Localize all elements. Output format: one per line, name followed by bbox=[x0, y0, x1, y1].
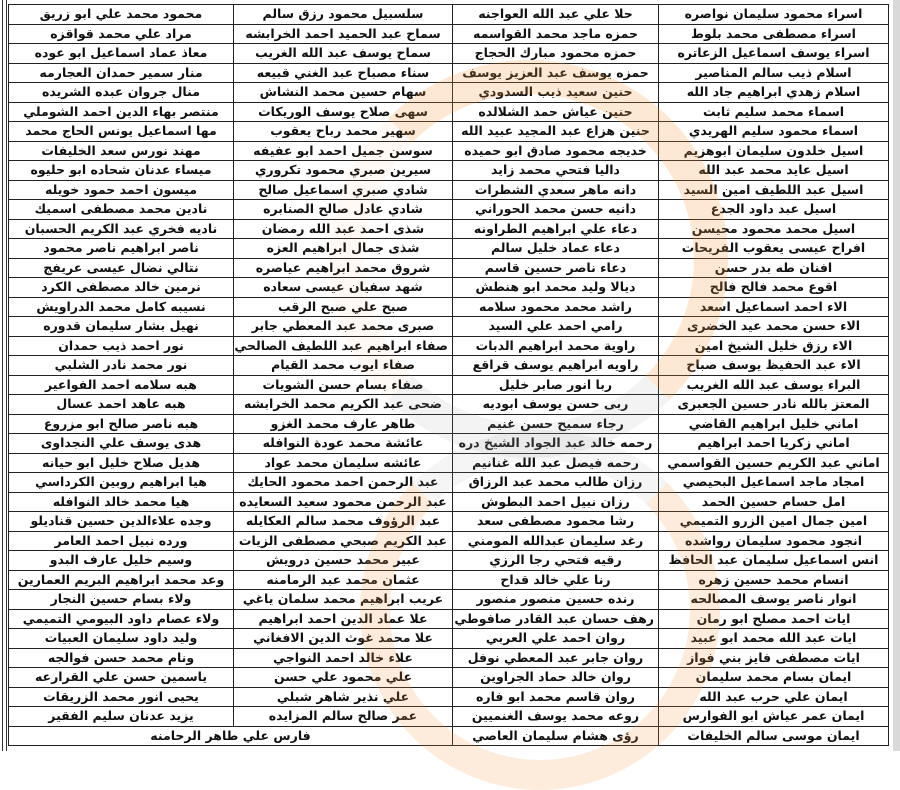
name-cell: ضحى عبد الكريم محمد الخرابشه bbox=[234, 395, 453, 415]
name-cell: حمزه ماجد محمد القواسمه bbox=[453, 24, 659, 44]
name-cell: اسراء مصطفى محمد بلوط bbox=[659, 24, 889, 44]
name-cell: صبرى محمد عبد المعطي جابر bbox=[234, 317, 453, 337]
name-cell: روان احمد علي العربي bbox=[453, 629, 659, 649]
table-row bbox=[9, 219, 889, 239]
name-cell: صفاء بسام حسن الشويات bbox=[234, 375, 453, 395]
name-cell: راوية محمد ابراهيم الدبات bbox=[453, 336, 659, 356]
name-cell: ديالا وليد محمد ابو هنطش bbox=[453, 278, 659, 298]
name-cell: ايات احمد مصلح ابو رمان bbox=[659, 609, 889, 629]
name-cell: عائشه سليمان محمد عواد bbox=[234, 453, 453, 473]
name-cell: عثمان محمد عبد الرمامنه bbox=[234, 570, 453, 590]
name-cell: علا محمد غوث الدين الافغاني bbox=[234, 629, 453, 649]
name-cell: ربا انور صابر خليل bbox=[453, 375, 659, 395]
table-row bbox=[9, 512, 889, 532]
names-table-body bbox=[9, 5, 889, 746]
name-cell: رامي احمد علي السيد bbox=[453, 317, 659, 337]
name-cell: راويه ابراهيم يوسف قراقع bbox=[453, 356, 659, 376]
name-cell: رحمه فيصل عبد الله غنانيم bbox=[453, 453, 659, 473]
name-cell: صبح علي صبح الرقب bbox=[234, 297, 453, 317]
name-cell: شذى جمال ابراهيم العزه bbox=[234, 239, 453, 259]
table-row bbox=[9, 141, 889, 161]
name-cell: رؤى هشام سليمان العاصي bbox=[453, 726, 659, 746]
name-cell: رقيه فتحي رجا الرزي bbox=[453, 551, 659, 571]
name-cell: شادي عادل صالح الصنابره bbox=[234, 200, 453, 220]
name-cell: دعاء ناصر حسين قاسم bbox=[453, 258, 659, 278]
name-cell: خديجه محمود صادق ابو حميده bbox=[453, 141, 659, 161]
name-cell: امل حسام حسين الحمد bbox=[659, 492, 889, 512]
table-row bbox=[9, 726, 889, 746]
name-cell: دعاء عماد خليل سالم bbox=[453, 239, 659, 259]
table-row bbox=[9, 83, 889, 103]
name-cell: رجاء سميح حسن غنيم bbox=[453, 414, 659, 434]
name-cell: وجده علاءالدين حسين قناديلو bbox=[9, 512, 234, 532]
table-row bbox=[9, 668, 889, 688]
name-cell: حنين هزاع عبد المجيد عبيد الله bbox=[453, 122, 659, 142]
page-edge-right bbox=[893, 0, 900, 751]
table-row bbox=[9, 258, 889, 278]
name-cell: سهام حسين محمد النشاش bbox=[234, 83, 453, 103]
table-row bbox=[9, 200, 889, 220]
name-cell: الاء احمد اسماعيل اسعد bbox=[659, 297, 889, 317]
name-cell: انجود محمود سليمان رواشده bbox=[659, 531, 889, 551]
name-cell: وعد محمد ابراهيم البريم العمارين bbox=[9, 570, 234, 590]
name-cell: منار سمير حمدان العجارمه bbox=[9, 63, 234, 83]
name-cell: شادي صبري اسماعيل صالح bbox=[234, 180, 453, 200]
table-row bbox=[9, 122, 889, 142]
name-cell: رنده حسين منصور منصور bbox=[453, 590, 659, 610]
page-edge-left bbox=[2, 0, 7, 751]
table-row bbox=[9, 414, 889, 434]
name-cell: روان خالد حماد الجراوين bbox=[453, 668, 659, 688]
name-cell: منتصر بهاء الدين احمد الشوملي bbox=[9, 102, 234, 122]
name-cell: وسيم خليل عارف البدو bbox=[9, 551, 234, 571]
name-cell: انوار ناصر يوسف المصالحه bbox=[659, 590, 889, 610]
table-row bbox=[9, 102, 889, 122]
table-row bbox=[9, 590, 889, 610]
name-cell: نهيل بشار سليمان قدوره bbox=[9, 317, 234, 337]
name-cell: سماح يوسف عبد الله الغريب bbox=[234, 44, 453, 64]
name-cell: حمزه يوسف عبد العزيز يوسف bbox=[453, 63, 659, 83]
name-cell: حنين سعيد ذيب السدودي bbox=[453, 83, 659, 103]
name-cell: هديل صلاح خليل ابو حيانه bbox=[9, 453, 234, 473]
name-cell: دعاء علي ابراهيم الطراونه bbox=[453, 219, 659, 239]
table-row bbox=[9, 609, 889, 629]
name-cell: علا عماد الدين احمد ابراهيم bbox=[234, 609, 453, 629]
name-cell: انس اسماعيل سليمان عبد الحافظ bbox=[659, 551, 889, 571]
name-cell: افنان طه بدر حسن bbox=[659, 258, 889, 278]
name-cell: نسيبه كامل محمد الدراويش bbox=[9, 297, 234, 317]
name-cell: نور محمد نادر الشلبي bbox=[9, 356, 234, 376]
name-cell: شهد سفيان عيسى سعاده bbox=[234, 278, 453, 298]
name-cell: ايمان عمر عياش ابو الفوارس bbox=[659, 707, 889, 727]
name-cell: اسيل عبد داود الجدع bbox=[659, 200, 889, 220]
name-cell: علي نذير شاهر شبلي bbox=[234, 687, 453, 707]
name-cell: المعتز بالله نادر حسين الجعبرى bbox=[659, 395, 889, 415]
name-cell: اقوع محمد فالح فالح bbox=[659, 278, 889, 298]
name-cell: روان قاسم محمد ابو فاره bbox=[453, 687, 659, 707]
name-cell: اماني خليل ابراهيم القاضي bbox=[659, 414, 889, 434]
table-row bbox=[9, 161, 889, 181]
name-cell: رشا محمود مصطفى سعد bbox=[453, 512, 659, 532]
name-cell: رزان طالب محمد عبد الرزاق bbox=[453, 473, 659, 493]
name-cell: اماني عبد الكريم حسين القواسمي bbox=[659, 453, 889, 473]
table-row bbox=[9, 687, 889, 707]
name-cell: حمزه محمود مبارك الحجاج bbox=[453, 44, 659, 64]
table-row bbox=[9, 570, 889, 590]
name-cell: ايمان علي حرب عبد الله bbox=[659, 687, 889, 707]
name-cell: ناصر ابراهيم ناصر محمود bbox=[9, 239, 234, 259]
name-cell: ميسون احمد حمود خويله bbox=[9, 180, 234, 200]
name-cell: اماني زكريا احمد ابراهيم bbox=[659, 434, 889, 454]
name-cell: مها اسماعيل يونس الحاج محمد bbox=[9, 122, 234, 142]
merged-name-cell: فارس علي طاهر الرحامنه bbox=[9, 726, 453, 746]
table-row bbox=[9, 629, 889, 649]
name-cell: محمود محمد علي ابو زريق bbox=[9, 5, 234, 25]
name-cell: امجاد ماجد اسماعيل البحيصي bbox=[659, 473, 889, 493]
name-cell: سوسن جميل احمد ابو عفيفه bbox=[234, 141, 453, 161]
name-cell: اسيل عبد اللطيف امين السيد bbox=[659, 180, 889, 200]
name-cell: شروق محمد ابراهيم عياصره bbox=[234, 258, 453, 278]
name-cell: عبد الكريم صبحي مصطفى الزيات bbox=[234, 531, 453, 551]
table-row bbox=[9, 336, 889, 356]
table-row bbox=[9, 434, 889, 454]
name-cell: عائشة محمد عودة النوافله bbox=[234, 434, 453, 454]
name-cell: نتالي نضال عيسى عريفج bbox=[9, 258, 234, 278]
name-cell: عريب ابراهيم محمد سلمان ياغي bbox=[234, 590, 453, 610]
name-cell: نور احمد ذيب حمدان bbox=[9, 336, 234, 356]
name-cell: طاهر عارف محمد الغزو bbox=[234, 414, 453, 434]
name-cell: اسلام ذيب سالم المناصير bbox=[659, 63, 889, 83]
name-cell: عبد الرحمن احمد محمود الحايك bbox=[234, 473, 453, 493]
name-cell: وليد داود سليمان العبيات bbox=[9, 629, 234, 649]
table-row bbox=[9, 63, 889, 83]
name-cell: رنا علي خالد قداح bbox=[453, 570, 659, 590]
name-cell: مراد علي محمد قواقزه bbox=[9, 24, 234, 44]
table-row bbox=[9, 707, 889, 727]
name-cell: الاء عبد الحفيظ يوسف صباح bbox=[659, 356, 889, 376]
name-cell: دانيه حسن محمد الحوراني bbox=[453, 200, 659, 220]
name-cell: سهى صلاح يوسف الوريكات bbox=[234, 102, 453, 122]
name-cell: انسام محمد حسين زهره bbox=[659, 570, 889, 590]
name-cell: صفاء ايوب محمد القيام bbox=[234, 356, 453, 376]
name-cell: شذى احمد عبد الله رمضان bbox=[234, 219, 453, 239]
table-row bbox=[9, 551, 889, 571]
name-cell: روعه محمد يوسف الغنميين bbox=[453, 707, 659, 727]
name-cell: ولاء عصام داود البيومي التميمي bbox=[9, 609, 234, 629]
name-cell: معاذ عماد اسماعيل ابو عوده bbox=[9, 44, 234, 64]
name-cell: حنين عياش حمد الشلالده bbox=[453, 102, 659, 122]
names-table bbox=[8, 4, 889, 746]
name-cell: ربى حسن يوسف ابوديه bbox=[453, 395, 659, 415]
name-cell: عبد الرحمن محمود سعيد السعايده bbox=[234, 492, 453, 512]
name-cell: البراء يوسف عبد الله الغريب bbox=[659, 375, 889, 395]
name-cell: يزيد عدنان سليم الفقير bbox=[9, 707, 234, 727]
name-cell: حلا علي عبد الله العواجنه bbox=[453, 5, 659, 25]
table-row bbox=[9, 648, 889, 668]
name-cell: اسراء محمود سليمان نواصره bbox=[659, 5, 889, 25]
table-row bbox=[9, 180, 889, 200]
name-cell: دانه ماهر سعدي الشطرات bbox=[453, 180, 659, 200]
name-cell: رهف حسان عبد القادر صافوطي bbox=[453, 609, 659, 629]
name-cell: ايات مصطفى فايز بني فواز bbox=[659, 648, 889, 668]
name-cell: اسيل خلدون سليمان ابوهزيم bbox=[659, 141, 889, 161]
name-cell: عمر صالح سالم المزايده bbox=[234, 707, 453, 727]
name-cell: الاء رزق خليل الشيخ امين bbox=[659, 336, 889, 356]
name-cell: ميساء عدنان شحاده ابو حليوه bbox=[9, 161, 234, 181]
table-row bbox=[9, 531, 889, 551]
name-cell: ونام محمد حسن فوالجه bbox=[9, 648, 234, 668]
name-cell: الاء حسن محمد عيد الخضرى bbox=[659, 317, 889, 337]
name-cell: عبير محمد حسين درويش bbox=[234, 551, 453, 571]
name-cell: مهند نورس سعد الخليفات bbox=[9, 141, 234, 161]
name-cell: هبه عاهد احمد عسال bbox=[9, 395, 234, 415]
name-cell: علاء خالد احمد النواجي bbox=[234, 648, 453, 668]
table-row bbox=[9, 278, 889, 298]
name-cell: منال جروان عبده الشريده bbox=[9, 83, 234, 103]
table-row bbox=[9, 24, 889, 44]
name-cell: سناء مصباح عبد الغني قبيعه bbox=[234, 63, 453, 83]
table-row bbox=[9, 44, 889, 64]
name-cell: سلسبيل محمود رزق سالم bbox=[234, 5, 453, 25]
table-row bbox=[9, 239, 889, 259]
name-cell: ورده نبيل احمد العامر bbox=[9, 531, 234, 551]
name-cell: روان جابر عبد المعطي نوفل bbox=[453, 648, 659, 668]
name-cell: هيا ابراهيم روبين الكرداسي bbox=[9, 473, 234, 493]
name-cell: ولاء بسام حسين النجار bbox=[9, 590, 234, 610]
table-row bbox=[9, 453, 889, 473]
name-cell: ايمان موسى سالم الخليفات bbox=[659, 726, 889, 746]
table-row bbox=[9, 395, 889, 415]
name-cell: داليا فتحي محمد زايد bbox=[453, 161, 659, 181]
name-cell: هبه ناصر صالح ابو مزروع bbox=[9, 414, 234, 434]
name-cell: صفاء ابراهيم عبد اللطيف الصالحي bbox=[234, 336, 453, 356]
name-cell: علي محمود علي حسن bbox=[234, 668, 453, 688]
table-row bbox=[9, 356, 889, 376]
name-cell: رزان نبيل احمد البطوش bbox=[453, 492, 659, 512]
table-row bbox=[9, 492, 889, 512]
name-cell: ايمان بسام محمد سليمان bbox=[659, 668, 889, 688]
name-cell: اسماء محمود سليم الهريدي bbox=[659, 122, 889, 142]
name-cell: سهير محمد رباح يعقوب bbox=[234, 122, 453, 142]
name-cell: اسماء محمد سليم ثابت bbox=[659, 102, 889, 122]
name-cell: عبد الرؤوف محمد سالم العكايله bbox=[234, 512, 453, 532]
name-cell: سيرين صبري محمود تكروري bbox=[234, 161, 453, 181]
table-row bbox=[9, 297, 889, 317]
name-cell: ايات عبد الله محمد ابو عبيد bbox=[659, 629, 889, 649]
name-cell: نادين محمد مصطفى اسميك bbox=[9, 200, 234, 220]
name-cell: راشد محمد محمود سلامه bbox=[453, 297, 659, 317]
name-cell: امين جمال امين الزرو التميمي bbox=[659, 512, 889, 532]
name-cell: اسيل عايد محمد عبد الله bbox=[659, 161, 889, 181]
table-row bbox=[9, 375, 889, 395]
table-row bbox=[9, 5, 889, 25]
name-cell: اسلام زهدي ابراهيم جاد الله bbox=[659, 83, 889, 103]
name-cell: يحيى انور محمد الزريقات bbox=[9, 687, 234, 707]
name-cell: ياسمين حسن علي القرارعه bbox=[9, 668, 234, 688]
name-cell: اسراء يوسف اسماعيل الزعاتره bbox=[659, 44, 889, 64]
name-cell: افراح عيسى يعقوب الفريحات bbox=[659, 239, 889, 259]
name-cell: ناديه فخري عبد الكريم الحسبان bbox=[9, 219, 234, 239]
name-cell: هدى يوسف علي النجداوى bbox=[9, 434, 234, 454]
name-cell: رغد سليمان عبدالله المومني bbox=[453, 531, 659, 551]
name-cell: هبه سلامه احمد الفواعير bbox=[9, 375, 234, 395]
name-cell: اسيل محمد محمود محيسن bbox=[659, 219, 889, 239]
table-row bbox=[9, 473, 889, 493]
name-cell: هيا محمد خالد النوافله bbox=[9, 492, 234, 512]
name-cell: رحمه خالد عبد الجواد الشيخ دره bbox=[453, 434, 659, 454]
table-row bbox=[9, 317, 889, 337]
name-cell: سماح عبد الحميد احمد الخرابشه bbox=[234, 24, 453, 44]
name-cell: نرمين خالد مصطفى الكرد bbox=[9, 278, 234, 298]
